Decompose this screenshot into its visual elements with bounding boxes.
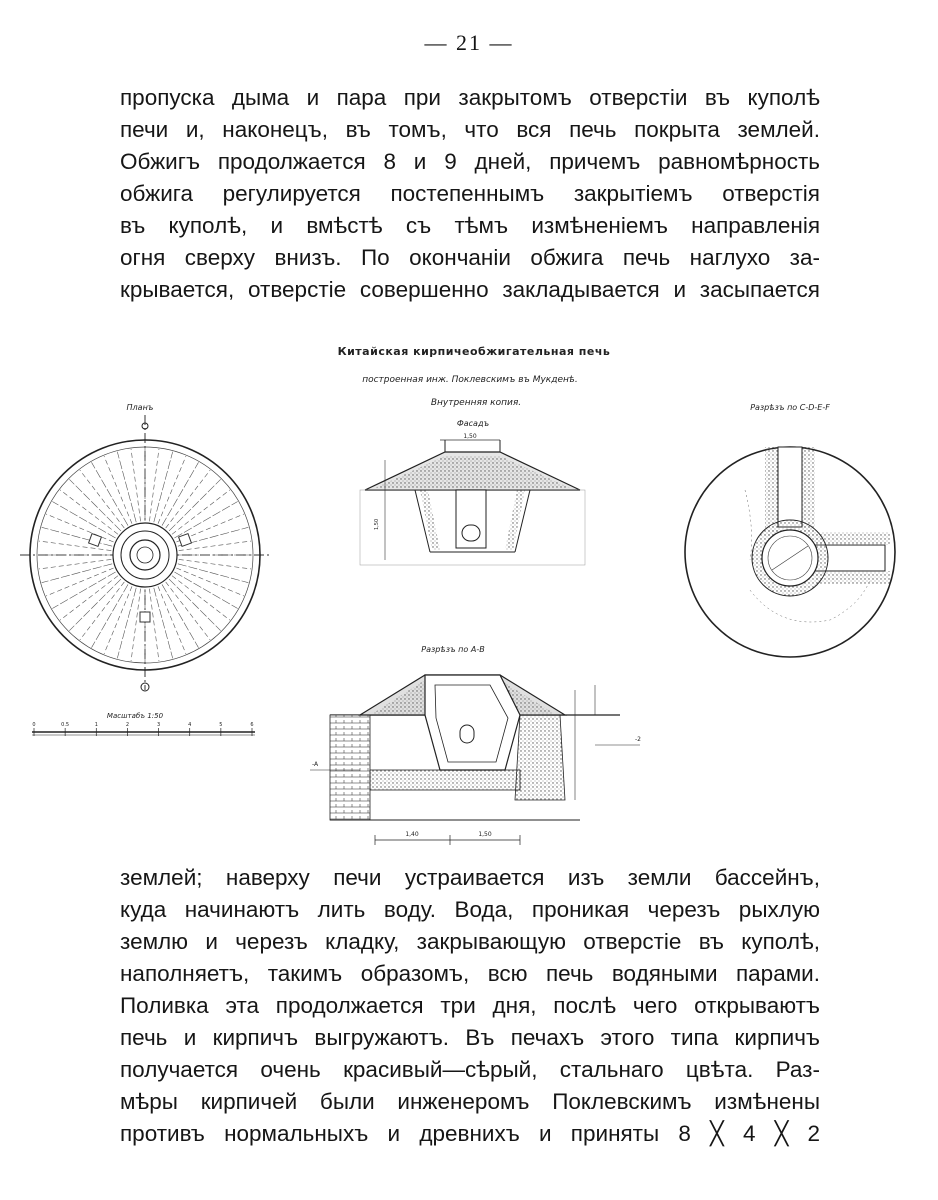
cut-view bbox=[685, 403, 895, 657]
radial-line bbox=[60, 490, 118, 534]
scale-tick-label: 5 bbox=[219, 722, 223, 728]
figure-caption: Внутренняя копия. bbox=[430, 398, 522, 408]
svg-text:1,50: 1,50 bbox=[374, 518, 380, 530]
paragraph-bottom bbox=[120, 862, 820, 1150]
scale-tick-label: 6 bbox=[250, 722, 254, 728]
figure-subtitle: построенная инж. Поклевскимъ въ Мукденѣ. bbox=[362, 375, 578, 385]
text-line: землей; наверху печи устраивается изъ земли бассейнъ, bbox=[120, 865, 820, 890]
text-line: въ куполѣ, и вмѣстѣ съ тѣмъ измѣненіемъ направленія bbox=[120, 213, 820, 238]
scale-tick-label: 4 bbox=[188, 722, 192, 728]
radial-line bbox=[39, 559, 111, 569]
dimension-bottom-left: 1,40 bbox=[405, 831, 419, 838]
radial-line bbox=[179, 559, 251, 569]
text-line: куда начинаютъ лить воду. Вода, проникая черезъ рыхлую bbox=[120, 897, 820, 922]
dimension-top: 1,50 bbox=[463, 433, 477, 440]
text-line: Обжигъ продолжается 8 и 9 дней, причемъ равномѣрность bbox=[120, 149, 820, 174]
text-line: получается очень красивый—сѣрый, стальнаго цвѣта. Раз- bbox=[120, 1057, 820, 1082]
text-line: обжига регулируется постепеннымъ закрытіемъ отверстія bbox=[120, 181, 820, 206]
text-line: наполняетъ, такимъ образомъ, всю печь водяными парами. bbox=[120, 961, 820, 986]
svg-text:-2: -2 bbox=[635, 736, 641, 743]
radial-line bbox=[149, 589, 159, 661]
radial-line bbox=[60, 576, 118, 620]
page-number: — 21 — bbox=[424, 30, 514, 55]
radial-line bbox=[166, 470, 210, 528]
radial-line bbox=[169, 479, 221, 531]
text-line: противъ нормальныхъ и древнихъ и приняты 8 ╳ 4 ╳ 2 bbox=[120, 1121, 820, 1146]
radial-line bbox=[39, 541, 111, 551]
paragraph-top bbox=[120, 82, 820, 306]
kiln-drawing bbox=[20, 330, 900, 850]
text-line: крывается, отверстіе совершенно закладывается и засыпается bbox=[120, 277, 820, 302]
figure-title: Китайская кирпичеобжигательная печь bbox=[337, 345, 611, 358]
radial-line bbox=[80, 470, 124, 528]
radial-line bbox=[131, 589, 141, 661]
text-line: печь и кирпичъ выгружаютъ. Въ печахъ этого типа кирпичъ bbox=[120, 1025, 820, 1050]
section-view bbox=[310, 645, 641, 845]
radial-line bbox=[69, 579, 121, 631]
radial-line bbox=[172, 576, 230, 620]
kiln-figure bbox=[20, 330, 900, 850]
scale-bar bbox=[32, 712, 255, 736]
text-line: огня сверху внизъ. По окончаніи обжига печь наглухо за- bbox=[120, 245, 820, 270]
radial-line bbox=[131, 449, 141, 521]
facade-label: Фасадъ bbox=[456, 419, 490, 428]
cut-label: Разрѣзъ по C-D-E-F bbox=[750, 403, 830, 412]
scale-tick-label: 0 bbox=[32, 722, 36, 728]
text-line: мѣры кирпичей были инженеромъ Поклевскимъ измѣнены bbox=[120, 1089, 820, 1114]
scale-label: Масштабъ 1:50 bbox=[106, 712, 164, 720]
scale-tick-label: 1 bbox=[94, 722, 98, 728]
radial-line bbox=[169, 579, 221, 631]
plan-label: Планъ bbox=[126, 403, 154, 412]
radial-line bbox=[149, 449, 159, 521]
scale-tick-label: 0.5 bbox=[61, 722, 70, 728]
scale-tick-label: 2 bbox=[125, 722, 130, 728]
plan-view bbox=[20, 403, 270, 691]
dimension-bottom-right: 1,50 bbox=[478, 831, 492, 838]
radial-line bbox=[166, 582, 210, 640]
text-line: пропуска дыма и пара при закрытомъ отверстіи въ куполѣ bbox=[120, 85, 820, 110]
radial-line bbox=[172, 490, 230, 534]
section-label: Разрѣзъ по А-В bbox=[421, 645, 485, 654]
facade-view bbox=[360, 419, 585, 565]
svg-text:-A: -A bbox=[312, 761, 319, 768]
text-line: печи и, наконецъ, въ томъ, что вся печь покрыта землей. bbox=[120, 117, 820, 142]
radial-line bbox=[80, 582, 124, 640]
radial-line bbox=[69, 479, 121, 531]
scale-tick-label: 3 bbox=[156, 722, 161, 728]
text-line: Поливка эта продолжается три дня, послѣ чего открываютъ bbox=[120, 993, 820, 1018]
text-line: землю и черезъ кладку, закрывающую отверстіе въ куполѣ, bbox=[120, 929, 820, 954]
